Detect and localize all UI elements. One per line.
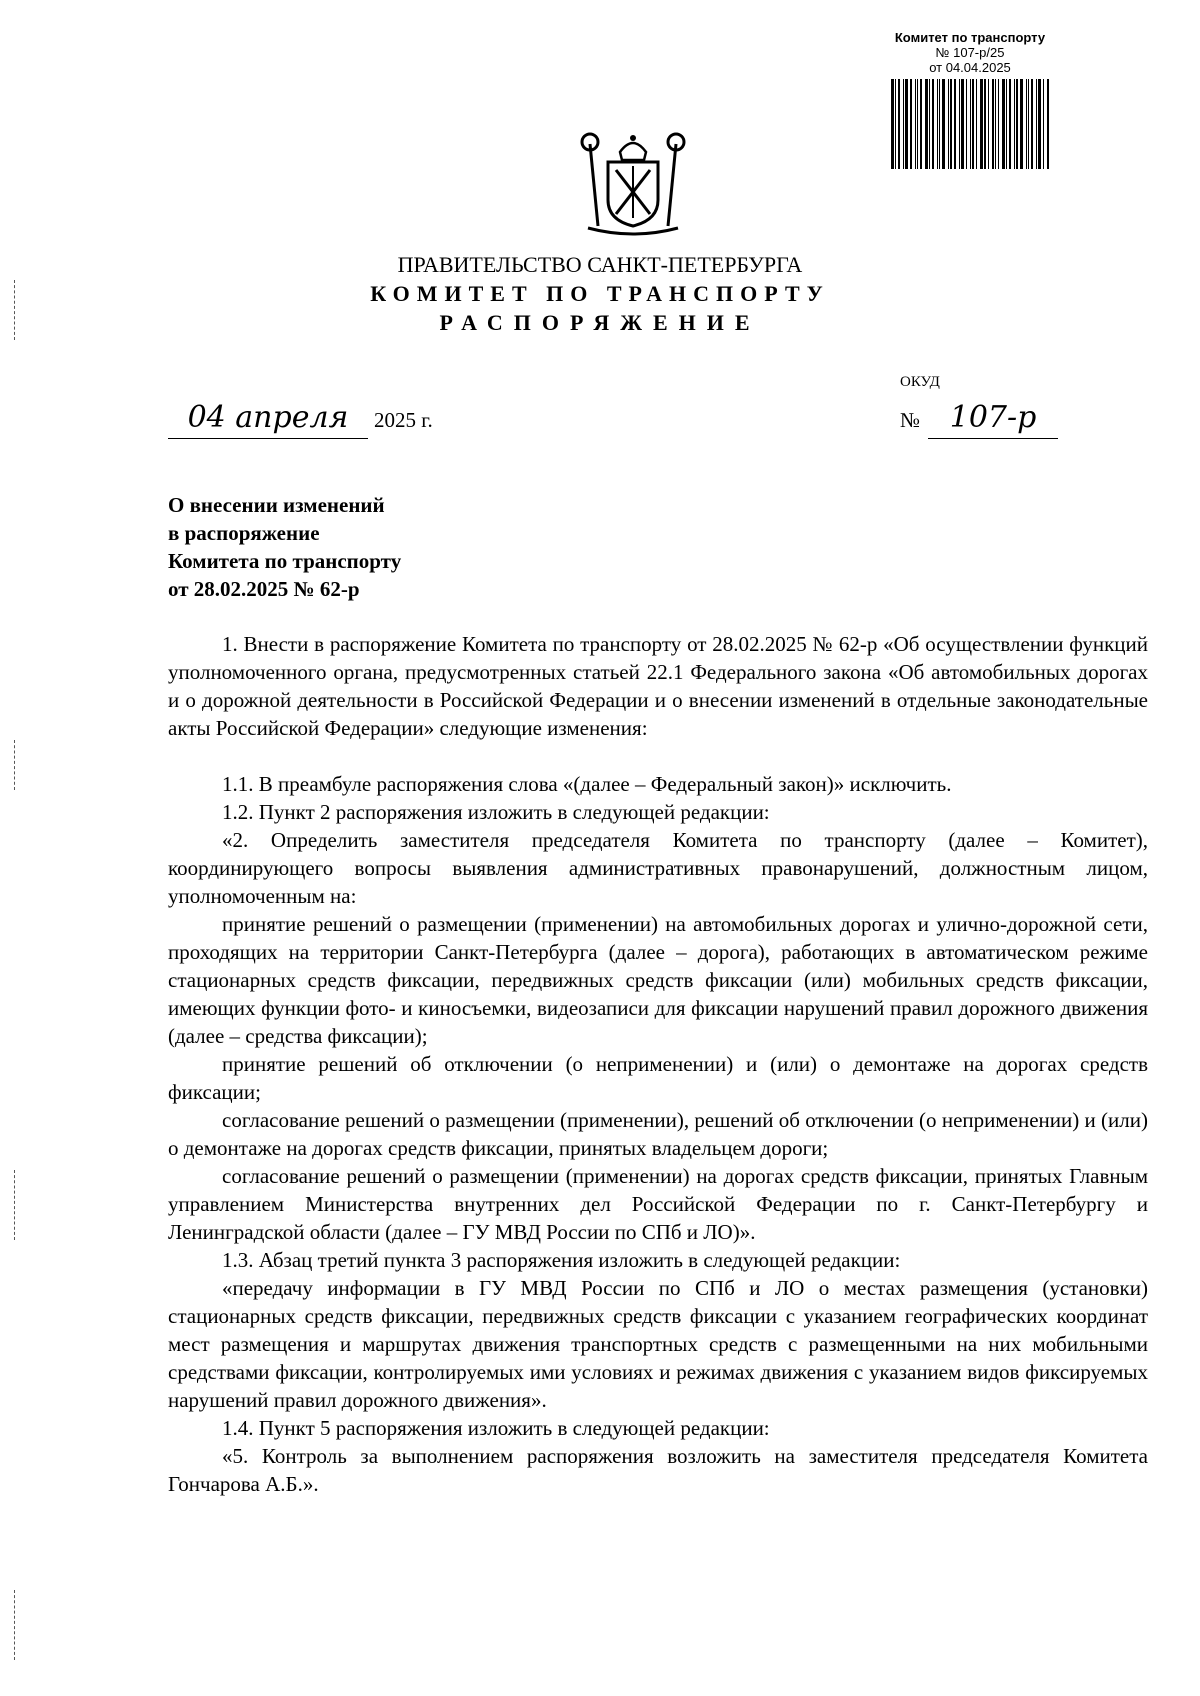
barcode-bar (1014, 79, 1015, 169)
barcode-bar (970, 79, 971, 169)
barcode-bar (1047, 79, 1049, 169)
stamp-line-1: Комитет по транспорту (894, 30, 1046, 45)
barcode-bar (942, 79, 945, 169)
government-title: ПРАВИТЕЛЬСТВО САНКТ-ПЕТЕРБУРГА (397, 252, 803, 277)
barcode-bar (1026, 79, 1027, 169)
barcode-bar (905, 79, 908, 169)
handwritten-number: 107-р (928, 400, 1058, 439)
okud-label: ОКУД (900, 374, 940, 390)
subject-line: в распоряжение (168, 521, 320, 545)
barcode-bar (917, 79, 918, 169)
subject-line: О внесении изменений (168, 493, 385, 517)
body-paragraph: 1.2. Пункт 2 распоряжения изложить в следующей редакции: (222, 800, 770, 824)
number-prefix: № (900, 408, 921, 432)
barcode-bar (891, 79, 894, 169)
barcode-bar (1028, 79, 1029, 169)
document-type-title: РАСПОРЯЖЕНИЕ (439, 310, 761, 335)
barcode-bar (972, 79, 974, 169)
stamp-line-2: № 107-р/25 (935, 45, 1005, 60)
date-year: 2025 г. (374, 408, 433, 432)
barcode-bar (959, 79, 960, 169)
barcode-bar (1006, 79, 1007, 169)
document-date (168, 400, 468, 442)
body-paragraph: согласование решений о размещении (применении), решений об отключении (о неприменении) и (или) о демонтаже на дорогах средств фиксации, принятых владельцем дороги; (168, 1108, 1148, 1160)
handwritten-date: 04 апреля (168, 400, 368, 439)
barcode-bar (937, 79, 938, 169)
scan-margin-mark (14, 740, 17, 790)
barcode-bar (1038, 79, 1041, 169)
subject-line: от 28.02.2025 № 62-р (168, 577, 360, 601)
barcode-bar (895, 79, 896, 169)
barcode-bar (1036, 79, 1037, 169)
barcode-bar (925, 79, 928, 169)
body-paragraph: принятие решений о размещении (применении) на автомобильных дорогах и улично-дорожной сети, проходящих на территории Санкт-Петербурга (далее – дорога), работающих в автоматическом режиме стационарных средств фиксации, передвижных средств фиксации (или) мобильных средств фиксации, имеющих функции фото- и киносъемки, видеозаписи для фиксации нарушений правил дорожного движения (далее – средства фиксации); (168, 912, 1148, 1048)
body-paragraph: «2. Определить заместителя председателя Комитета по транспорту (далее – Комитет), координирующего вопросы выявления административных правонарушений, должностным лицом, уполномоченным на: (168, 828, 1148, 908)
barcode-bar (903, 79, 904, 169)
barcode-bar (976, 79, 977, 169)
stamp-line-3: от 04.04.2025 (929, 60, 1011, 75)
barcode-bar (995, 79, 996, 169)
document-body (168, 630, 1148, 1498)
barcode-bar (988, 79, 989, 169)
barcode-bar (950, 79, 952, 169)
barcode-bar (932, 79, 934, 169)
body-paragraph: «5. Контроль за выполнением распоряжения возложить на заместителя председателя Комитета Гончарова А.Б.». (168, 1444, 1148, 1496)
registration-stamp (870, 30, 1070, 169)
scan-margin-mark (14, 1170, 17, 1240)
barcode-bar (929, 79, 930, 169)
barcode-bar (939, 79, 940, 169)
barcode-bar (1043, 79, 1044, 169)
body-paragraph: 1.3. Абзац третий пункта 3 распоряжения изложить в следующей редакции: (222, 1248, 901, 1272)
barcode-bar (898, 79, 900, 169)
barcode-bar (954, 79, 956, 169)
body-paragraph: «передачу информации в ГУ МВД России по СПб и ЛО о местах размещения (установки) стационарных средств фиксации, передвижных средств фиксации с указанием географических координат мест размещения и маршрутах движения транспортных средств с размещенными на них мобильными средствами фиксации, контролируемых ими условиях и режимах движения с указанием видов фиксируемых нарушений правил дорожного движения». (168, 1276, 1148, 1412)
barcode-bar (1031, 79, 1033, 169)
barcode-bar (915, 79, 916, 169)
subject-line: Комитета по транспорту (168, 549, 402, 573)
barcode-bar (980, 79, 983, 169)
barcode-bar (998, 79, 999, 169)
barcode-bar (984, 79, 986, 169)
document-subject (168, 491, 488, 603)
committee-title: КОМИТЕТ ПО ТРАНСПОРТУ (370, 281, 830, 306)
barcode-bar (966, 79, 967, 169)
coat-of-arms-emblem (568, 130, 698, 238)
barcode-bar (1002, 79, 1005, 169)
barcode-bar (948, 79, 949, 169)
barcode-bar (992, 79, 994, 169)
body-paragraph: согласование решений о размещении (применении) на дорогах средств фиксации, принятых Главным управлением Министерства внутренних дел Российской Федерации по г. Санкт-Петербургу и Ленинградской области (далее – ГУ МВД России по СПб и ЛО)». (168, 1164, 1148, 1244)
body-paragraph: 1.4. Пункт 5 распоряжения изложить в следующей редакции: (222, 1416, 770, 1440)
scan-margin-mark (14, 1590, 17, 1660)
barcode (870, 79, 1070, 169)
barcode-bar (920, 79, 922, 169)
body-paragraph: 1. Внести в распоряжение Комитета по транспорту от 28.02.2025 № 62-р «Об осуществлении функций уполномоченного органа, предусмотренных статьей 22.1 Федерального закона «Об автомобильных дорогах и о дорожной деятельности в Российской Федерации и о внесении изменений в отдельные законодательные акты Российской Федерации» следующие изменения: (168, 632, 1148, 740)
body-paragraph: принятие решений об отключении (о неприменении) и (или) о демонтаже на дорогах средств фиксации; (168, 1052, 1148, 1104)
barcode-bar (1009, 79, 1011, 169)
document-header (0, 250, 1200, 337)
barcode-bar (961, 79, 964, 169)
document-number (900, 400, 1058, 442)
barcode-bar (1016, 79, 1018, 169)
body-paragraph: 1.1. В преамбуле распоряжения слова «(далее – Федеральный закон)» исключить. (222, 772, 952, 796)
scan-margin-mark (14, 280, 17, 340)
barcode-bar (1020, 79, 1023, 169)
barcode-bar (910, 79, 912, 169)
